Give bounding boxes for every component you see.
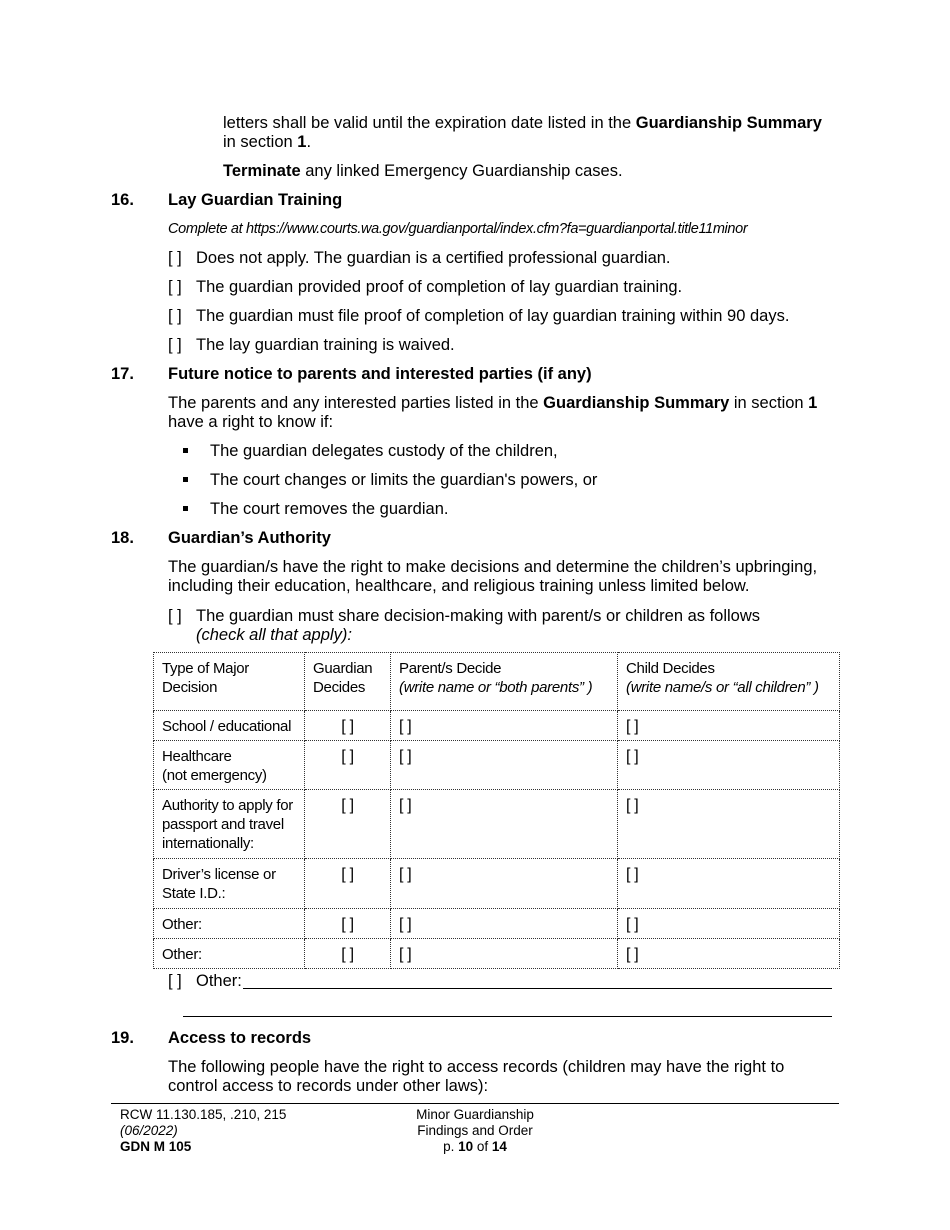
training-option-proof-provided: [168, 277, 182, 297]
parent-decides-cell[interactable]: [391, 939, 618, 969]
notice-bullet: The court changes or limits the guardian's powers, or: [210, 471, 598, 489]
section-17-number: 17.: [111, 365, 134, 383]
footer-center: [395, 1107, 555, 1155]
bullet-icon: [183, 506, 188, 511]
section-16-number: 16.: [111, 191, 134, 209]
table-row: [154, 741, 840, 790]
checkbox[interactable]: [ ]: [341, 916, 354, 933]
footer-title-2: Findings and Order: [417, 1123, 533, 1138]
checkbox[interactable]: [ ]: [626, 718, 639, 735]
checkbox[interactable]: [ ]: [626, 916, 639, 933]
checkbox[interactable]: [ ]: [399, 866, 412, 883]
notice-bullet: The guardian delegates custody of the children,: [210, 442, 558, 460]
checkbox[interactable]: [ ]: [341, 797, 354, 814]
section-16-title: Lay Guardian Training: [168, 191, 343, 209]
checkbox[interactable]: [ ]: [168, 336, 182, 354]
training-option-label: The guardian must file proof of completion of lay guardian training within 90 days.: [196, 307, 790, 325]
notice-bullet: The court removes the guardian.: [210, 500, 449, 518]
guardian-decides-cell: [305, 711, 391, 741]
checkbox[interactable]: [ ]: [341, 748, 354, 765]
parent-decides-cell[interactable]: [391, 741, 618, 790]
decision-type-cell: Other:: [154, 909, 305, 939]
guardian-decides-cell: [305, 741, 391, 790]
section-19-title: Access to records: [168, 1029, 312, 1047]
checkbox[interactable]: [ ]: [168, 249, 182, 267]
decision-type-cell: School / educational: [154, 711, 305, 741]
table-row: [154, 909, 840, 939]
share-decision-option: [168, 606, 182, 626]
checkbox[interactable]: [ ]: [341, 946, 354, 963]
footer-rcw: RCW 11.130.185, .210, 215: [120, 1107, 287, 1122]
section-18-number: 18.: [111, 529, 134, 547]
training-option-label: Does not apply. The guardian is a certified professional guardian.: [196, 249, 671, 267]
section-18-title: Guardian’s Authority: [168, 529, 331, 547]
header-decision-type: Type of Major Decision: [154, 653, 305, 711]
checkbox[interactable]: [ ]: [399, 946, 412, 963]
parent-decides-cell[interactable]: [391, 711, 618, 741]
checkbox[interactable]: [ ]: [341, 866, 354, 883]
table-row: [154, 939, 840, 969]
checkbox[interactable]: [ ]: [626, 748, 639, 765]
other-option: [168, 971, 182, 991]
authority-paragraph-line-2: including their education, healthcare, and religious training unless limited below.: [168, 577, 750, 595]
section-17-title: Future notice to parents and interested parties (if any): [168, 365, 592, 383]
share-decision-label: The guardian must share decision-making with parent/s or children as follows: [196, 607, 761, 625]
footer-page-number: p. 10 of 14: [443, 1139, 507, 1154]
decision-type-cell: Healthcare (not emergency): [154, 741, 305, 790]
records-paragraph-line-2: control access to records under other laws):: [168, 1077, 489, 1095]
decision-type-cell: Authority to apply for passport and travel internationally:: [154, 790, 305, 859]
child-decides-cell[interactable]: [618, 711, 840, 741]
checkbox[interactable]: [ ]: [399, 916, 412, 933]
training-option-file-proof: [168, 306, 182, 326]
table-header-row: [154, 653, 840, 711]
header-parent-decides: Parent/s Decide (write name or “both parents” ): [391, 653, 618, 711]
checkbox[interactable]: [ ]: [626, 866, 639, 883]
guardian-decides-cell: [305, 859, 391, 909]
table-row: [154, 859, 840, 909]
checkbox[interactable]: [ ]: [168, 307, 182, 325]
footer-divider: [111, 1103, 839, 1104]
decision-table: [153, 652, 840, 969]
bullet-icon: [183, 448, 188, 453]
child-decides-cell[interactable]: [618, 859, 840, 909]
header-guardian-decides: Guardian Decides: [305, 653, 391, 711]
checkbox[interactable]: [ ]: [341, 718, 354, 735]
other-input-line-1[interactable]: [243, 988, 832, 989]
training-option-not-apply: [168, 248, 182, 268]
authority-paragraph-line-1: The guardian/s have the right to make decisions and determine the children’s upbringing,: [168, 558, 818, 576]
child-decides-cell[interactable]: [618, 909, 840, 939]
training-url-line: Complete at https://www.courts.wa.gov/guardianportal/index.cfm?fa=guardianportal.title11minor: [168, 221, 748, 237]
parent-decides-cell[interactable]: [391, 859, 618, 909]
parent-decides-cell[interactable]: [391, 909, 618, 939]
checkbox[interactable]: [ ]: [626, 797, 639, 814]
guardian-decides-cell: [305, 909, 391, 939]
footer-left: [120, 1107, 286, 1155]
checkbox[interactable]: [ ]: [168, 278, 182, 296]
terminate-line: Terminate any linked Emergency Guardianship cases.: [223, 162, 623, 180]
checkbox[interactable]: [ ]: [168, 972, 182, 990]
decision-type-cell: Driver’s license or State I.D.:: [154, 859, 305, 909]
header-child-decides: Child Decides (write name/s or “all children” ): [618, 653, 840, 711]
bullet-icon: [183, 477, 188, 482]
child-decides-cell[interactable]: [618, 939, 840, 969]
table-row: [154, 790, 840, 859]
checkbox[interactable]: [ ]: [399, 718, 412, 735]
footer-form-id: GDN M 105: [120, 1139, 192, 1154]
intro-line-2: in section 1.: [223, 133, 312, 151]
notice-paragraph-line-1: The parents and any interested parties listed in the Guardianship Summary in section 1: [168, 394, 818, 412]
share-decision-note: (check all that apply):: [196, 626, 352, 644]
notice-paragraph-line-2: have a right to know if:: [168, 413, 334, 431]
child-decides-cell[interactable]: [618, 741, 840, 790]
intro-line-1: letters shall be valid until the expiration date listed in the Guardianship Summary: [223, 114, 822, 132]
table-row: [154, 711, 840, 741]
decision-type-cell: Other:: [154, 939, 305, 969]
guardian-decides-cell: [305, 939, 391, 969]
other-input-line-2[interactable]: [183, 1016, 832, 1017]
training-option-label: The guardian provided proof of completion of lay guardian training.: [196, 278, 683, 296]
training-option-label: The lay guardian training is waived.: [196, 336, 455, 354]
checkbox[interactable]: [ ]: [399, 797, 412, 814]
child-decides-cell[interactable]: [618, 790, 840, 859]
checkbox[interactable]: [ ]: [626, 946, 639, 963]
checkbox[interactable]: [ ]: [168, 607, 182, 625]
footer-title-1: Minor Guardianship: [416, 1107, 534, 1122]
section-19-number: 19.: [111, 1029, 134, 1047]
footer-date: (06/2022): [120, 1123, 178, 1138]
guardian-decides-cell: [305, 790, 391, 859]
other-label: Other:: [196, 972, 242, 990]
checkbox[interactable]: [ ]: [399, 748, 412, 765]
parent-decides-cell[interactable]: [391, 790, 618, 859]
records-paragraph-line-1: The following people have the right to access records (children may have the right to: [168, 1058, 785, 1076]
training-option-waived: [168, 335, 182, 355]
